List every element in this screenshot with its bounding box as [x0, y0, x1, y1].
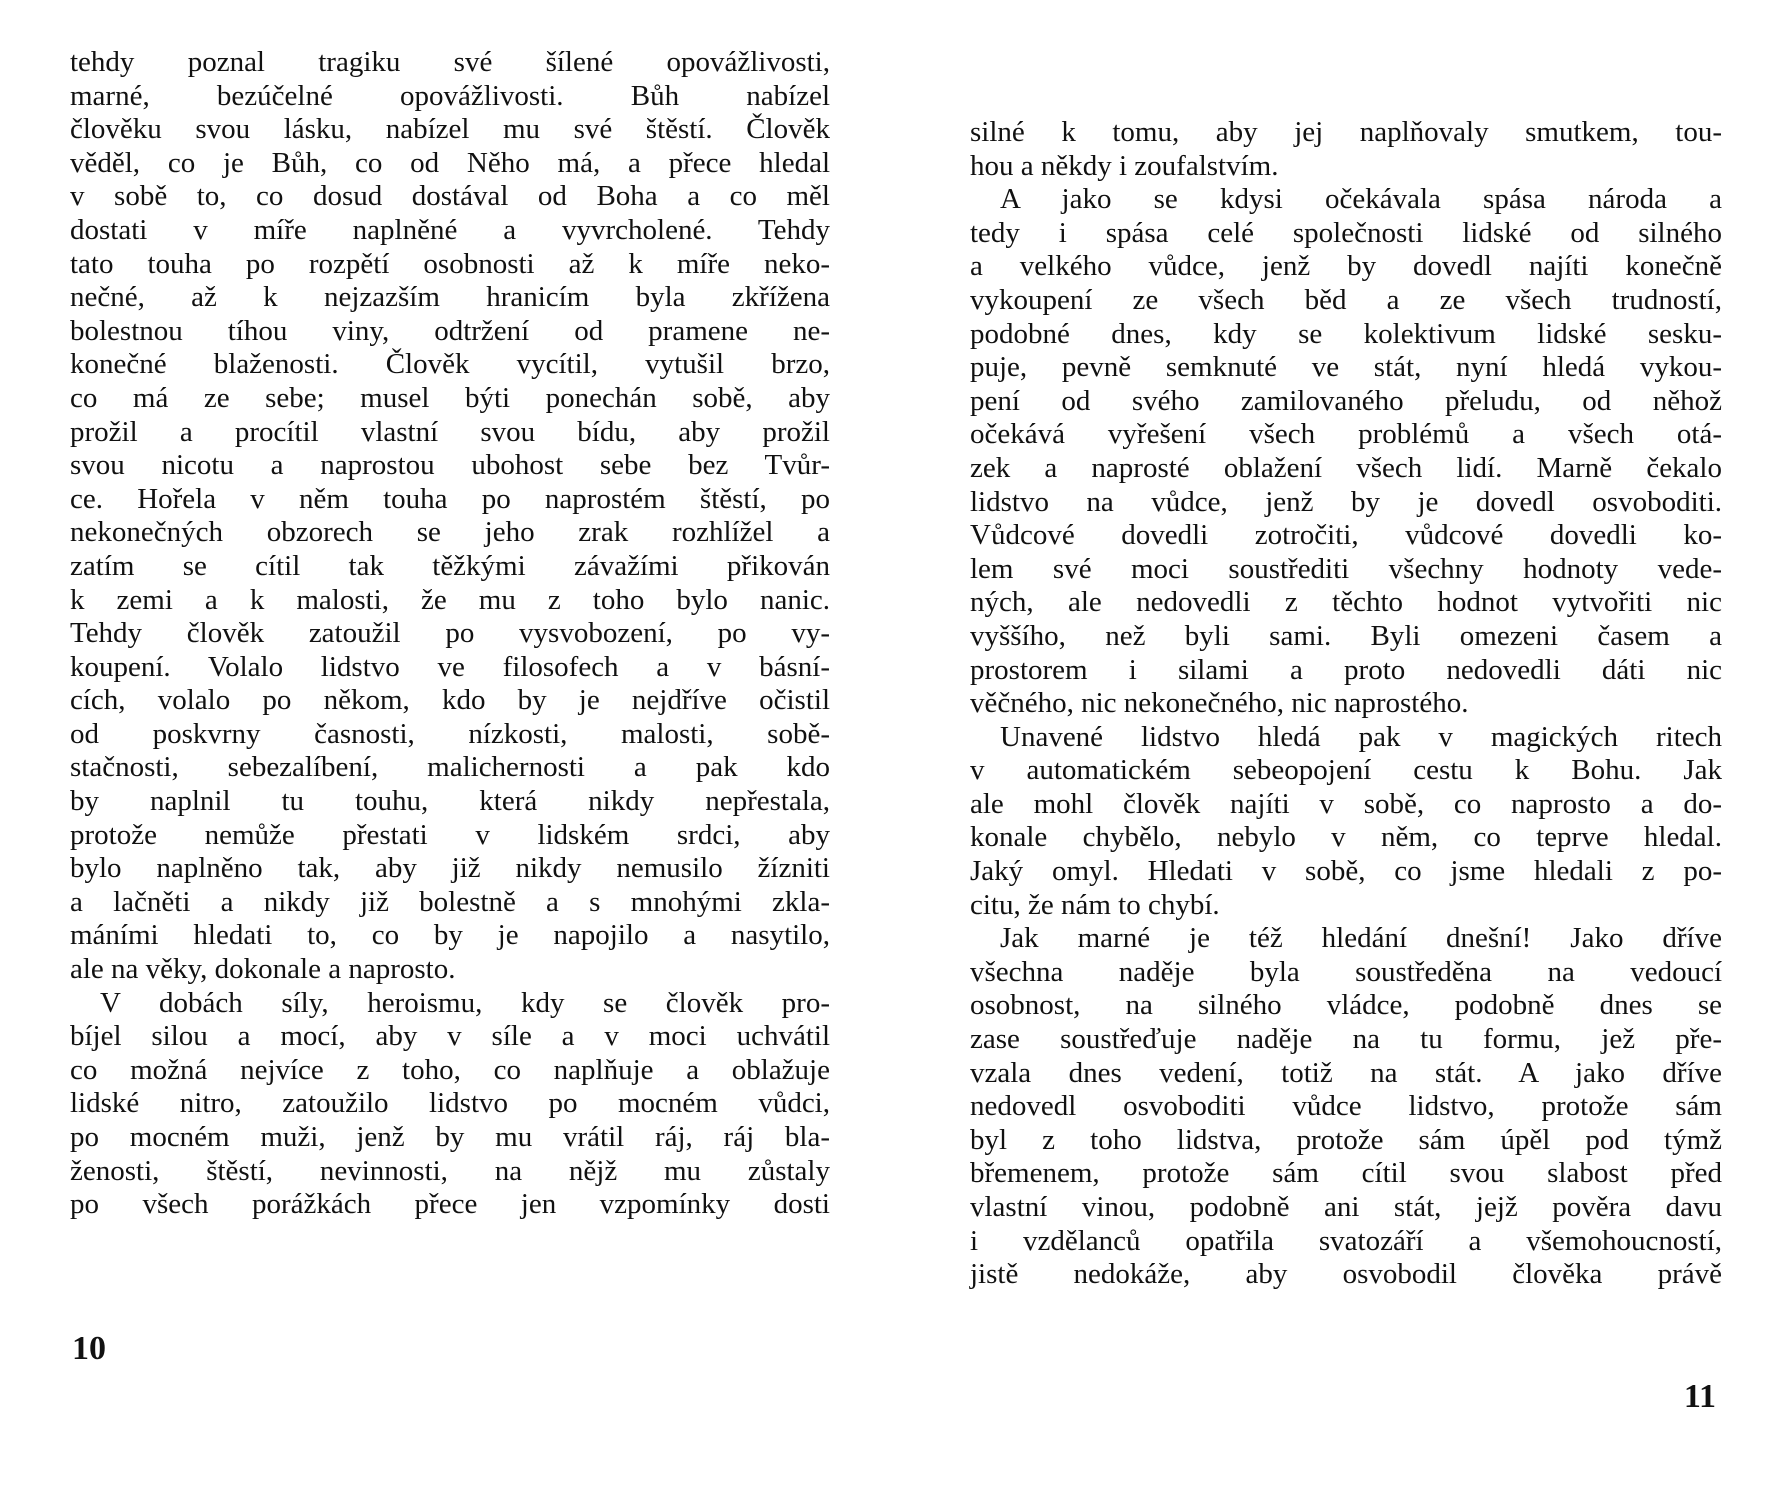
text-line: protože nemůže přestati v lidském srdci, aby — [70, 818, 830, 851]
text-line: očekává vyřešení všech problémů a všech otá- — [970, 418, 1722, 451]
text-line: prožil a procítil vlastní svou bídu, aby prožil — [70, 415, 830, 448]
text-line: i vzdělanců opatřila svatozáří a všemohoucností, — [970, 1224, 1722, 1257]
text-line: puje, pevně semknuté ve stát, nyní hledá vykou- — [970, 351, 1722, 384]
text-line: byl z toho lidstva, protože sám úpěl pod týmž — [970, 1123, 1722, 1156]
text-line: lem své moci soustřediti všechny hodnoty vede- — [970, 552, 1722, 585]
text-line: osobnost, na silného vládce, podobně dnes se — [970, 989, 1722, 1022]
text-line: po všech porážkách přece jen vzpomínky dosti — [70, 1188, 830, 1221]
left-page-number: 10 — [72, 1330, 106, 1367]
text-line: zase soustřeďuje naděje na tu formu, jež pře- — [970, 1023, 1722, 1056]
text-line: citu, že nám to chybí. — [970, 888, 1220, 921]
text-line: zatím se cítil tak těžkými závažími přikován — [70, 549, 830, 582]
text-line: by naplnil tu touhu, která nikdy nepřestala, — [70, 785, 830, 818]
text-line: ale mohl člověk najíti v sobě, co naprosto a do- — [970, 787, 1722, 820]
left-page-text — [70, 46, 830, 1222]
text-line: co možná nejvíce z toho, co naplňuje a oblažuje — [70, 1053, 830, 1086]
text-line: ženosti, štěstí, nevinnosti, na nějž mu zůstaly — [70, 1154, 830, 1187]
text-line: silné k tomu, aby jej naplňovaly smutkem, tou- — [970, 116, 1722, 148]
text-line: cích, volalo po někom, kdo by je nejdříve očistil — [70, 684, 830, 717]
text-line: jistě nedokáže, aby osvobodil člověka právě — [970, 1258, 1722, 1291]
text-line: lidstvo na vůdce, jenž by je dovedl osvoboditi. — [970, 485, 1722, 518]
text-line: v sobě to, co dosud dostával od Boha a co měl — [70, 180, 830, 213]
text-line: konale chybělo, nebylo v něm, co teprve hledal. — [970, 821, 1722, 854]
right-page-number: 11 — [1683, 1378, 1716, 1415]
text-line: lidské nitro, zatoužilo lidstvo po mocném vůdci, — [70, 1087, 830, 1120]
text-line: od poskvrny časnosti, nízkosti, malosti, sobě- — [70, 717, 830, 750]
text-line: nedovedl osvoboditi vůdce lidstvo, protože sám — [970, 1090, 1722, 1123]
text-line: Tehdy člověk zatoužil po vysvobození, po vy- — [70, 617, 830, 650]
text-line: tedy i spása celé společnosti lidské od silného — [970, 216, 1722, 249]
text-line: ale na věky, dokonale a naprosto. — [70, 953, 456, 986]
text-line: Jak marné je též hledání dnešní! Jako dříve — [1000, 922, 1722, 955]
text-line: máními hledati to, co by je napojilo a nasytilo, — [70, 919, 830, 952]
text-line: co má ze sebe; musel býti ponechán sobě, aby — [70, 381, 830, 414]
text-line: podobné dnes, kdy se kolektivum lidské sesku- — [970, 317, 1722, 350]
text-line: bíjel silou a mocí, aby v síle a v moci uchvátil — [70, 1020, 830, 1053]
text-line: po mocném muži, jenž by mu vrátil ráj, ráj bla- — [70, 1121, 830, 1153]
text-line: vyššího, než byli sami. Byli omezeni časem a — [970, 619, 1722, 652]
text-line: ných, ale nedovedli z těchto hodnot vytvořiti nic — [970, 586, 1722, 619]
text-line: a velkého vůdce, jenž by dovedl najíti konečně — [970, 250, 1722, 283]
text-line: Jaký omyl. Hledati v sobě, co jsme hledali z po- — [970, 855, 1722, 888]
book-spine — [893, 0, 895, 1500]
text-line: bylo naplněno tak, aby již nikdy nemusilo žízniti — [70, 852, 830, 885]
text-line: vlastní vinou, podobně ani stát, jejž pověra davu — [970, 1191, 1722, 1223]
text-line: A jako se kdysi očekávala spása národa a — [1000, 183, 1722, 216]
text-line: vykoupení ze všech běd a ze všech trudností, — [970, 283, 1722, 316]
text-line: věčného, nic nekonečného, nic naprostého. — [970, 687, 1469, 720]
right-page — [970, 116, 1722, 1466]
text-line: vzala dnes vedení, totiž na stát. A jako dříve — [970, 1056, 1722, 1089]
text-line: dostati v míře naplněné a vyvrcholené. Tehdy — [70, 213, 830, 246]
text-line: tehdy poznal tragiku své šílené opovážlivosti, — [70, 46, 830, 78]
text-line: V dobách síly, heroismu, kdy se člověk pro- — [100, 986, 830, 1019]
text-line: k zemi a k malosti, že mu z toho bylo nanic. — [70, 583, 830, 616]
text-line: prostorem i silami a proto nedovedli dáti nic — [970, 653, 1722, 686]
text-line: zek a naprosté oblažení všech lidí. Marně čekalo — [970, 451, 1722, 484]
text-line: bolestnou tíhou viny, odtržení od pramene ne- — [70, 314, 830, 347]
text-line: věděl, co je Bůh, co od Něho má, a přece hledal — [70, 146, 830, 179]
text-line: nekonečných obzorech se jeho zrak rozhlížel a — [70, 516, 830, 549]
text-line: pení od svého zamilovaného přeludu, od něhož — [970, 384, 1722, 417]
left-page — [70, 46, 830, 1466]
text-line: v automatickém sebeopojení cestu k Bohu. Jak — [970, 754, 1722, 787]
text-line: svou nicotu a naprostou ubohost sebe bez Tvůr- — [70, 449, 830, 482]
text-line: břemenem, protože sám cítil svou slabost před — [970, 1157, 1722, 1190]
text-line: koupení. Volalo lidstvo ve filosofech a v básní- — [70, 650, 830, 683]
text-line: tato touha po rozpětí osobnosti až k míře neko- — [70, 247, 830, 280]
text-line: Unavené lidstvo hledá pak v magických ritech — [1000, 720, 1722, 753]
text-line: hou a někdy i zoufalstvím. — [970, 149, 1279, 182]
text-line: Vůdcové dovedli zotročiti, vůdcové dovedli ko- — [970, 519, 1722, 552]
text-line: člověku svou lásku, nabízel mu své štěstí. Člověk — [70, 113, 830, 146]
text-line: stačnosti, sebezalíbení, malichernosti a pak kdo — [70, 751, 830, 784]
text-line: a lačněti a nikdy již bolestně a s mnohými zkla- — [70, 885, 830, 918]
text-line: konečné blaženosti. Člověk vycítil, vytušil brzo, — [70, 348, 830, 381]
text-line: ce. Hořela v něm touha po naprostém štěstí, po — [70, 482, 830, 515]
text-line: všechna naděje byla soustředěna na vedoucí — [970, 955, 1722, 988]
right-page-text — [970, 116, 1722, 1292]
text-line: nečné, až k nejzazším hranicím byla zkřížena — [70, 281, 830, 314]
text-line: marné, bezúčelné opovážlivosti. Bůh nabízel — [70, 79, 830, 112]
